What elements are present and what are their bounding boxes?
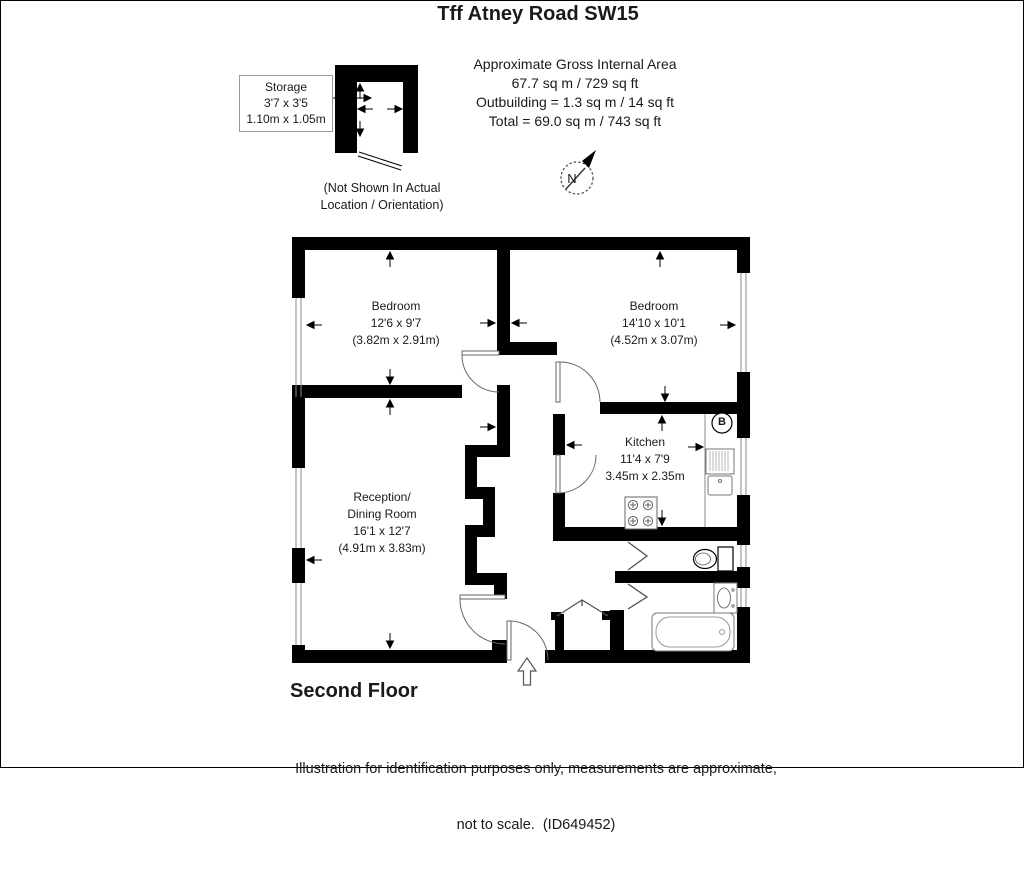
storage-label-box xyxy=(239,75,333,132)
compass xyxy=(561,150,596,194)
window-bathroom xyxy=(741,588,746,607)
window-wc xyxy=(741,545,746,567)
window-reception-2 xyxy=(296,583,301,645)
room-name: Kitchen xyxy=(624,435,666,449)
basin xyxy=(714,583,737,613)
room-name: Bedroom xyxy=(371,299,421,313)
room-dims-imperial: 14'10 x 10'1 xyxy=(622,316,686,330)
door-entrance xyxy=(507,621,548,660)
area-summary xyxy=(473,55,676,131)
area-main: 67.7 sq m / 729 sq ft xyxy=(511,75,639,91)
door-wc-bifold xyxy=(628,542,647,570)
room-label-kitchen xyxy=(605,434,684,485)
room-name-2: Dining Room xyxy=(347,507,417,521)
room-dims-metric: (4.52m x 3.07m) xyxy=(610,333,698,347)
toilet xyxy=(694,547,734,571)
storage-dims-metric: 1.10m x 1.05m xyxy=(246,112,326,126)
kitchen-sink xyxy=(706,449,734,495)
storage-door xyxy=(358,152,402,170)
door-reception xyxy=(460,595,505,644)
storage-note: (Not Shown In Actual Location / Orientation) xyxy=(320,181,444,212)
disclaimer: Illustration for identification purposes only, measurements are approximate, not to scale. (ID649452) xyxy=(295,761,777,833)
window-reception-1 xyxy=(296,468,301,548)
window-bedroom-right xyxy=(741,273,746,372)
floor-label: Second Floor xyxy=(290,680,418,702)
room-dims-metric: (3.82m x 2.91m) xyxy=(352,333,440,347)
boiler-label: B xyxy=(718,416,726,428)
area-outbuilding: Outbuilding = 1.3 sq m / 14 sq ft xyxy=(475,94,675,110)
room-name: Reception/ xyxy=(353,490,411,504)
room-label-reception xyxy=(338,489,425,557)
door-bedroom-right xyxy=(556,362,600,402)
door-bedroom-left xyxy=(462,351,499,392)
storage-plan xyxy=(331,65,418,170)
storage-dims-imperial: 3'7 x 3'5 xyxy=(264,96,308,110)
room-dims-imperial: 11'4 x 7'9 xyxy=(620,452,670,466)
compass-north-arrow xyxy=(582,150,596,168)
room-label-bedroom-left xyxy=(352,298,439,349)
room-dims-metric: (4.91m x 3.83m) xyxy=(338,541,426,555)
bathtub xyxy=(652,613,734,651)
storage-name: Storage xyxy=(264,80,308,94)
door-cupboard-double xyxy=(557,600,608,616)
room-dims-imperial: 12'6 x 9'7 xyxy=(370,316,422,330)
room-label-bedroom-right xyxy=(610,298,697,349)
door-bathroom-bifold xyxy=(628,584,647,609)
room-dims-imperial: 16'1 x 12'7 xyxy=(353,524,411,538)
area-heading: Approximate Gross Internal Area xyxy=(473,56,677,72)
door-kitchen xyxy=(556,455,596,493)
compass-label: N xyxy=(567,171,577,186)
window-bedroom-left xyxy=(296,298,301,397)
hob xyxy=(625,497,657,529)
entrance-arrow xyxy=(518,658,536,685)
room-dims-metric: 3.45m x 2.35m xyxy=(605,469,685,483)
area-total: Total = 69.0 sq m / 743 sq ft xyxy=(488,113,662,129)
window-kitchen xyxy=(741,438,746,495)
room-name: Bedroom xyxy=(629,299,679,313)
page-title: Tff Atney Road SW15 xyxy=(437,3,639,25)
